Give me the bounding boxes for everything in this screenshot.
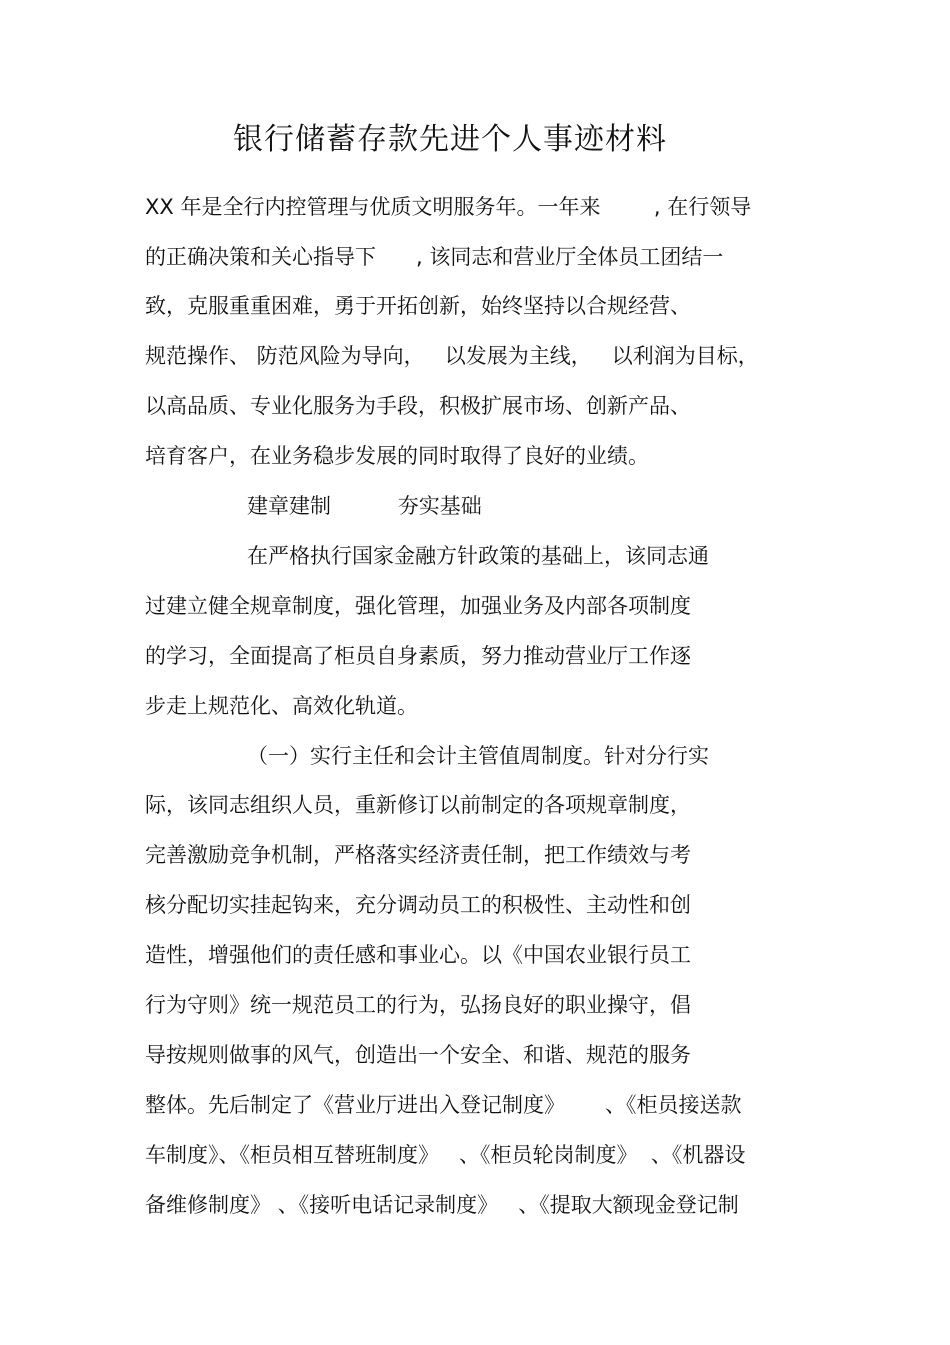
paragraph-line: 的学习，全面提高了柜员自身素质，努力推动营业厅工作逐 <box>145 644 691 668</box>
paragraph-line: （一）实行主任和会计主管值周制度。针对分行实 <box>247 744 709 768</box>
paragraph-line: 导按规则做事的风气，创造出一个安全、和谐、规范的服务 <box>145 1043 691 1067</box>
paragraph-line: 完善激励竞争机制，严格落实经济责任制，把工作绩效与考 <box>145 843 691 867</box>
paragraph-line: 造性，增强他们的责任感和事业心。以《中国农业银行员工 <box>145 943 691 967</box>
paragraph-line: 际，该同志组织人员，重新修订以前制定的各项规章制度， <box>145 793 691 817</box>
section-heading: 建章建制 夯实基础 <box>247 494 482 518</box>
paragraph-line: 过建立健全规章制度，强化管理，加强业务及内部各项制度 <box>145 594 691 618</box>
paragraph-line: XX 年是全行内控管理与优质文明服务年。一年来 , 在行领导 <box>145 195 752 219</box>
paragraph-line: 车制度》、《柜员相互替班制度》 、《柜员轮岗制度》 、《机器设 <box>145 1143 746 1167</box>
paragraph-line: 备维修制度》 、《接听电话记录制度》 、《提取大额现金登记制 <box>145 1193 739 1217</box>
paragraph-line: 在严格执行国家金融方针政策的基础上，该同志通 <box>247 544 709 568</box>
paragraph-line: 培育客户，在业务稳步发展的同时取得了良好的业绩。 <box>145 444 649 468</box>
paragraph-line: 以高品质、专业化服务为手段，积极扩展市场、创新产品、 <box>145 394 691 418</box>
paragraph-line: 核分配切实挂起钩来，充分调动员工的积极性、主动性和创 <box>145 893 691 917</box>
document-title: 银行储蓄存款先进个人事迹材料 <box>233 122 667 157</box>
paragraph-line: 的正确决策和关心指导下 , 该同志和营业厅全体员工团结一 <box>145 245 724 269</box>
paragraph-line: 行为守则》统一规范员工的行为，弘扬良好的职业操守，倡 <box>145 993 691 1017</box>
paragraph-line: 整体。先后制定了《营业厅进出入登记制度》 、《柜员接送款 <box>145 1093 742 1117</box>
paragraph-line: 规范操作、 防范风险为导向， 以发展为主线， 以利润为目标， <box>145 344 759 368</box>
paragraph-line: 致，克服重重困难，勇于开拓创新，始终坚持以合规经营、 <box>145 294 691 318</box>
paragraph-line: 步走上规范化、高效化轨道。 <box>145 694 418 718</box>
